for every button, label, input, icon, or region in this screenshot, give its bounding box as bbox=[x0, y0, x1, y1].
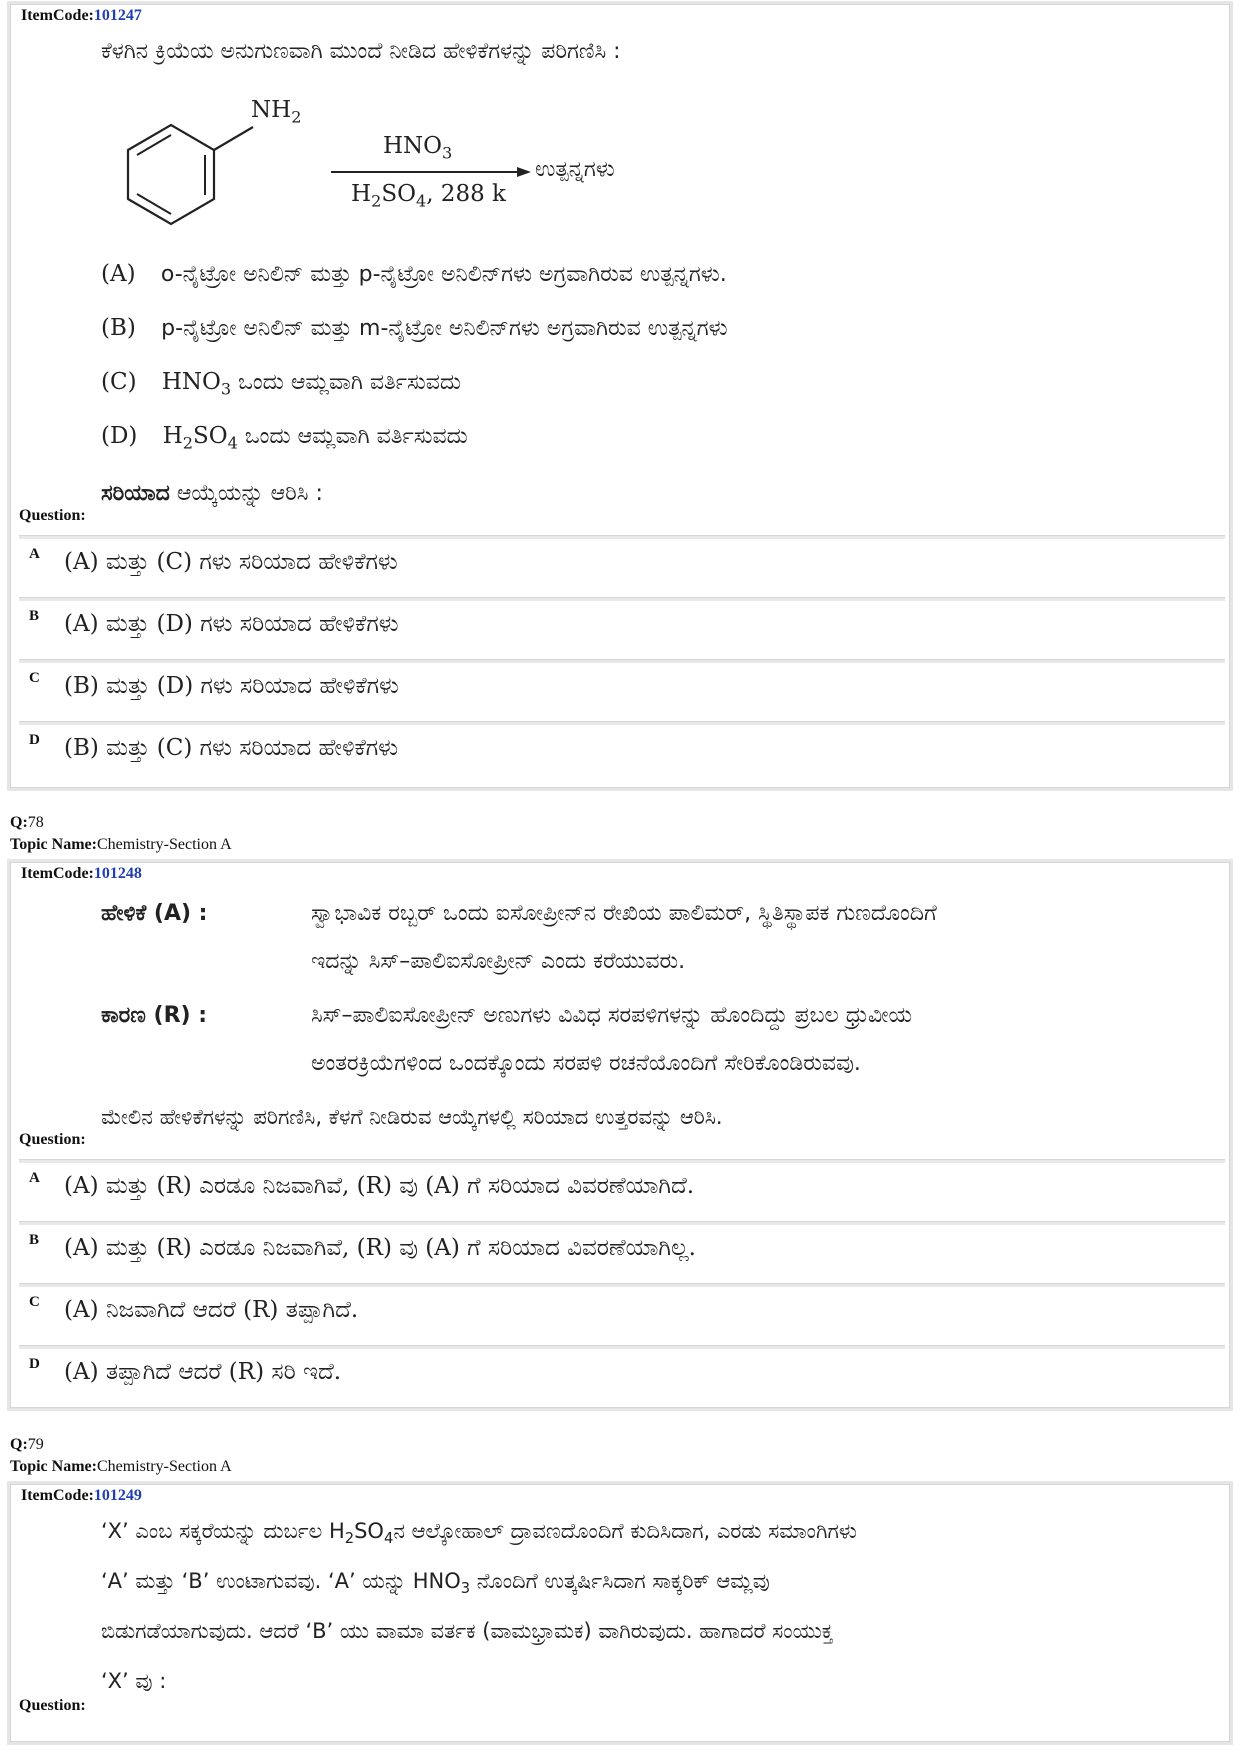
item-code-header: ItemCode:101247 bbox=[21, 7, 142, 24]
topic-name-79: Topic Name:Chemistry-Section A bbox=[10, 1458, 232, 1475]
reaction-arrow bbox=[331, 165, 531, 179]
item-code: 101248 bbox=[93, 865, 142, 882]
option-a[interactable]: A (A) ಮತ್ತು (C) ಗಳು ಸರಿಯಾದ ಹೇಳಿಕೆಗಳು bbox=[19, 535, 1225, 592]
reaction-product: ಉತ್ಪನ್ನಗಳು bbox=[535, 157, 615, 182]
question-text-line4: ‘X’ ವು : bbox=[101, 1669, 167, 1693]
question-label: Question: bbox=[19, 1697, 86, 1714]
substituent-label: $NH_2$ bbox=[251, 97, 302, 127]
question-label: Question: bbox=[19, 1131, 86, 1148]
option-b[interactable]: B (A) ಮತ್ತು (D) ಗಳು ಸರಿಯಾದ ಹೇಳಿಕೆಗಳು bbox=[19, 597, 1225, 654]
assertion-label: ಹೇಳಿಕೆ (A) : bbox=[101, 901, 208, 926]
item-code: 101247 bbox=[93, 7, 142, 24]
question-number-78: Q:78 bbox=[10, 814, 44, 831]
question-number-79: Q:79 bbox=[10, 1436, 44, 1453]
question-text-line3: ಬಿಡುಗಡೆಯಾಗುವುದು. ಆದರೆ ‘B’ ಯು ವಾಮಾ ವರ್ತಕ (ವಾಮಭ್ರಾಮಕ) ವಾಗಿರುವುದು. ಹಾಗಾದರೆ ಸಂಯುಕ್ತ bbox=[101, 1619, 833, 1643]
item-code-header: ItemCode:101248 bbox=[21, 865, 142, 882]
question-label: Question: bbox=[19, 507, 86, 524]
question-block-78 bbox=[10, 862, 1230, 1408]
option-d[interactable]: D (B) ಮತ್ತು (C) ಗಳು ಸರಿಯಾದ ಹೇಳಿಕೆಗಳು bbox=[19, 721, 1225, 778]
option-a[interactable]: A (A) ಮತ್ತು (R) ಎರಡೂ ನಿಜವಾಗಿವೆ, (R) ವು (A) ಗೆ ಸರಿಯಾದ ವಿವರಣೆಯಾಗಿದೆ. bbox=[19, 1159, 1225, 1216]
statement-b: (B) p-ನೈಟ್ರೋ ಅನಿಲಿನ್ ಮತ್ತು m-ನೈಟ್ರೋ ಅನಿಲಿನ್‌ಗಳು ಅಗ್ರವಾಗಿರುವ ಉತ್ಪನ್ನಗಳು bbox=[101, 315, 728, 341]
question-block-79 bbox=[10, 1484, 1230, 1742]
statement-c: (C) $HNO_3$ ಒಂದು ಆಮ್ಲವಾಗಿ ವರ್ತಿಸುವದು bbox=[101, 369, 462, 399]
option-d[interactable]: D (A) ತಪ್ಪಾಗಿದೆ ಆದರೆ (R) ಸರಿ ಇದೆ. bbox=[19, 1345, 1225, 1402]
option-c[interactable]: C (B) ಮತ್ತು (D) ಗಳು ಸರಿಯಾದ ಹೇಳಿಕೆಗಳು bbox=[19, 659, 1225, 716]
statement-d: (D) $H_2SO_4$ ಒಂದು ಆಮ್ಲವಾಗಿ ವರ್ತಿಸುವದು bbox=[101, 423, 468, 453]
option-b[interactable]: B (A) ಮತ್ತು (R) ಎರಡೂ ನಿಜವಾಗಿವೆ, (R) ವು (A) ಗೆ ಸರಿಯಾದ ವಿವರಣೆಯಾಗಿಲ್ಲ. bbox=[19, 1221, 1225, 1278]
question-prompt: ಸರಿಯಾದ ಆಯ್ಕೆಯನ್ನು ಆರಿಸಿ : bbox=[101, 481, 323, 506]
reagent-top: $HNO_3$ bbox=[383, 133, 453, 163]
question-text-line2: ‘A’ ಮತ್ತು ‘B’ ಉಂಟಾಗುವವು. ‘A’ ಯನ್ನು $HNO_3$ ನೊಂದಿಗೆ ಉತ್ಕರ್ಷಿಸಿದಾಗ ಸಾಕ್ಕರಿಕ್ ಆಮ್ಲವು bbox=[101, 1569, 770, 1598]
reagent-bottom: $H_2SO_4$, 288 k bbox=[351, 181, 506, 211]
option-c[interactable]: C (A) ನಿಜವಾಗಿದೆ ಆದರೆ (R) ತಪ್ಪಾಗಿದೆ. bbox=[19, 1283, 1225, 1340]
question-block-77 bbox=[10, 4, 1230, 788]
item-code: 101249 bbox=[93, 1487, 142, 1504]
statement-a: (A) o-ನೈಟ್ರೋ ಅನಿಲಿನ್ ಮತ್ತು p-ನೈಟ್ರೋ ಅನಿಲಿನ್‌ಗಳು ಅಗ್ರವಾಗಿರುವ ಉತ್ಪನ್ನಗಳು. bbox=[101, 261, 727, 287]
reason-text-line2: ಅಂತರಕ್ರಿಯೆಗಳಿಂದ ಒಂದಕ್ಕೊಂದು ಸರಪಳಿ ರಚನೆಯೊಂದಿಗೆ ಸೇರಿಕೊಂಡಿರುವವು. bbox=[311, 1051, 861, 1076]
question-text-line1: ‘X’ ಎಂಬ ಸಕ್ಕರೆಯನ್ನು ದುರ್ಬಲ $H_2SO_4ನ$ ಆಲ್ಕೋಹಾಲ್ ದ್ರಾವಣದೊಂದಿಗೆ ಕುದಿಸಿದಾಗ, ಎರಡು ಸಮಾಂಗಿಗಳು bbox=[101, 1519, 857, 1548]
assertion-text-line2: ಇದನ್ನು ಸಿಸ್–ಪಾಲಿಐಸೋಪ್ರೀನ್ ಎಂದು ಕರೆಯುವರು. bbox=[311, 949, 686, 974]
topic-name-78: Topic Name:Chemistry-Section A bbox=[10, 836, 232, 853]
item-code-header: ItemCode:101249 bbox=[21, 1487, 142, 1504]
reason-label: ಕಾರಣ (R) : bbox=[101, 1003, 208, 1028]
assertion-text-line1: ಸ್ವಾಭಾವಿಕ ರಬ್ಬರ್ ಒಂದು ಐಸೋಪ್ರೀನ್‌ನ ರೇಖಿಯ ಪಾಲಿಮರ್, ಸ್ಥಿತಿಸ್ಥಾಪಕ ಗುಣದೊಂದಿಗೆ bbox=[311, 901, 937, 926]
question-prompt: ಮೇಲಿನ ಹೇಳಿಕೆಗಳನ್ನು ಪರಿಗಣಿಸಿ, ಕೆಳಗೆ ನೀಡಿರುವ ಆಯ್ಕೆಗಳಲ್ಲಿ ಸರಿಯಾದ ಉತ್ತರವನ್ನು ಆರಿಸಿ. bbox=[101, 1105, 723, 1129]
question-intro: ಕೆಳಗಿನ ಕ್ರಿಯೆಯ ಅನುಗುಣವಾಗಿ ಮುಂದೆ ನೀಡಿದ ಹೇಳಿಕೆಗಳನ್ನು ಪರಿಗಣಿಸಿ : bbox=[101, 39, 621, 64]
reason-text-line1: ಸಿಸ್–ಪಾಲಿಐಸೋಪ್ರೀನ್ ಅಣುಗಳು ವಿವಿಧ ಸರಪಳಿಗಳನ್ನು ಹೊಂದಿದ್ದು ಪ್ರಬಲ ಧ್ರುವೀಯ bbox=[311, 1003, 913, 1028]
